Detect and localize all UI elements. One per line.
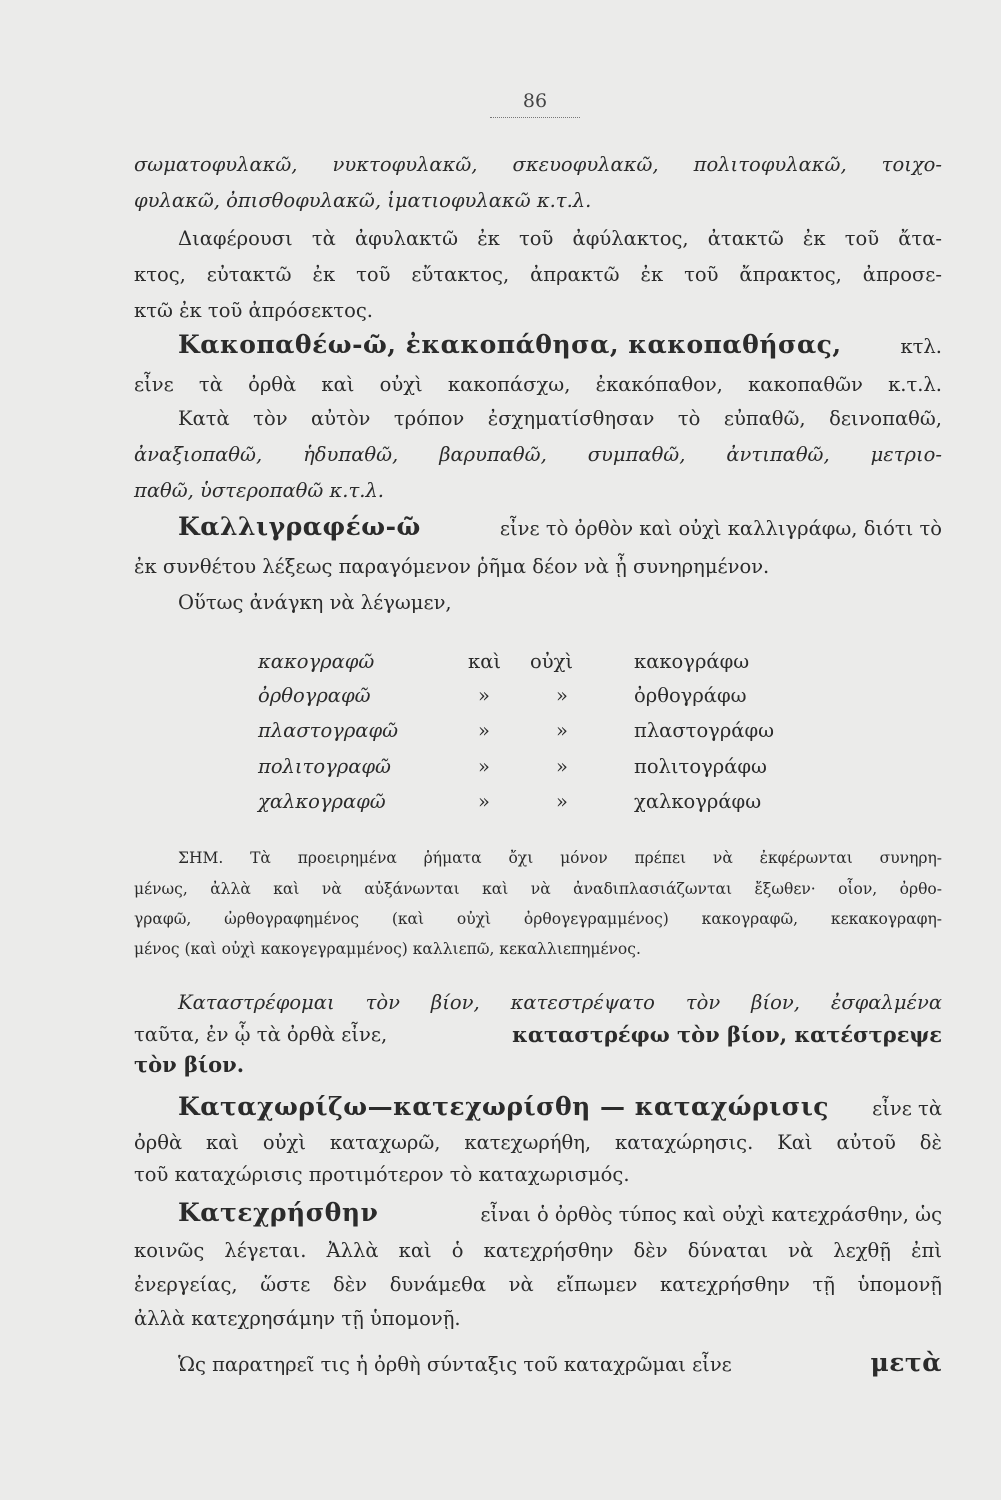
table-cell: ὀρθογράφω — [634, 684, 747, 707]
text-line: παθῶ, ὑστεροπαθῶ κ.τ.λ. — [134, 479, 384, 502]
entry-headword: Καταχωρίζω—κατεχωρίσθη — καταχώρισις — [178, 1092, 830, 1121]
text-line: Οὕτως ἀνάγκη νὰ λέγωμεν, — [178, 591, 452, 614]
text-fragment: Ὡς παρατηρεῖ τις ἡ ὀρθὴ σύνταξις τοῦ καταχρῶμαι εἶνε — [178, 1353, 732, 1376]
text-fragment: εἶναι ὁ ὀρθὸς τύπος καὶ οὐχὶ κατεχράσθην, ὡς — [480, 1203, 942, 1226]
note-line: γραφῶ, ὠρθογραφημένος (καὶ οὐχὶ ὀρθογεγραμμένος) κακογραφῶ, κεκακογραφη- — [134, 910, 942, 928]
table-cell: » — [556, 684, 568, 707]
text-line: ἐκ συνθέτου λέξεως παραγόμενον ῥῆμα δέον νὰ ᾖ συνηρημένον. — [134, 555, 770, 578]
text-line: ἀναξιοπαθῶ, ἡδυπαθῶ, βαρυπαθῶ, συμπαθῶ, ἀντιπαθῶ, μετριο- — [134, 443, 942, 466]
bold-phrase: μετὰ — [870, 1348, 942, 1377]
text-fragment: κτλ. — [900, 335, 942, 358]
note-line: μένος (καὶ οὐχὶ κακογεγραμμένος) καλλιεπῶ, κεκαλλιεπημένος. — [134, 940, 641, 958]
text-line: φυλακῶ, ὀπισθοφυλακῶ, ἱματιοφυλακῶ κ.τ.λ. — [134, 189, 592, 212]
entry-heading-line — [178, 1092, 942, 1124]
table-cell: ὀρθογραφῶ — [258, 684, 371, 707]
text-line: Καταστρέφομαι τὸν βίον, κατεστρέψατο τὸν βίον, ἐσφαλμένα — [178, 991, 942, 1014]
text-line: ὀρθὰ καὶ οὐχὶ καταχωρῶ, κατεχωρήθη, καταχώρησις. Καὶ αὐτοῦ δὲ — [134, 1131, 942, 1154]
entry-heading-line — [178, 330, 942, 362]
text-line: Κατὰ τὸν αὐτὸν τρόπον ἐσχηματίσθησαν τὸ εὐπαθῶ, δεινοπαθῶ, — [178, 407, 942, 430]
text-line: τοῦ καταχώρισις προτιμότερον τὸ καταχωρισμός. — [134, 1163, 630, 1186]
table-cell: πλαστογράφω — [634, 719, 775, 742]
table-cell: χαλκογραφῶ — [258, 790, 386, 813]
table-cell: οὐχὶ — [530, 650, 574, 673]
text-line: κτος, εὐτακτῶ ἐκ τοῦ εὔτακτος, ἀπρακτῶ ἐκ τοῦ ἄπρακτος, ἀπροσε- — [134, 263, 942, 286]
table-cell: πλαστογραφῶ — [258, 719, 399, 742]
page-number-rule — [490, 117, 580, 118]
note-line: ΣΗΜ. Τὰ προειρημένα ῥήματα ὄχι μόνον πρέπει νὰ ἐκφέρωνται συνηρη- — [178, 849, 942, 867]
text-line: κτῶ ἐκ τοῦ ἀπρόσεκτος. — [134, 299, 373, 322]
table-cell: » — [556, 790, 568, 813]
bold-phrase: καταστρέφω τὸν βίον, κατέστρεψε — [512, 1022, 942, 1047]
text-line: εἶνε τὰ ὀρθὰ καὶ οὐχὶ κακοπάσχω, ἐκακόπαθον, κακοπαθῶν κ.τ.λ. — [134, 373, 942, 396]
table-cell: καὶ — [468, 650, 502, 673]
text-fragment: εἶνε τὰ — [872, 1097, 942, 1120]
table-cell: πολιτογράφω — [634, 755, 767, 778]
table-cell: » — [556, 719, 568, 742]
table-cell: » — [478, 790, 490, 813]
text-line: σωματοφυλακῶ, νυκτοφυλακῶ, σκευοφυλακῶ, πολιτοφυλακῶ, τοιχο- — [134, 153, 942, 176]
text-line — [178, 1350, 942, 1380]
text-line: Διαφέρουσι τὰ ἀφυλακτῶ ἐκ τοῦ ἀφύλακτος, ἀτακτῶ ἐκ τοῦ ἄτα- — [178, 227, 942, 250]
text-line: ἐνεργείας, ὥστε δὲν δυνάμεθα νὰ εἴπωμεν κατεχρήσθην τῇ ὑπομονῇ — [134, 1273, 942, 1296]
text-line: ἀλλὰ κατεχρησάμην τῇ ὑπομονῇ. — [134, 1307, 461, 1330]
entry-headword: Καλλιγραφέω-ῶ — [178, 512, 421, 541]
entry-heading-line — [178, 512, 942, 544]
entry-headword: Κατεχρήσθην — [178, 1198, 379, 1227]
table-cell: » — [478, 755, 490, 778]
page-number: 86 — [522, 90, 548, 112]
table-cell: κακογράφω — [634, 650, 750, 673]
table-cell: πολιτογραφῶ — [258, 755, 391, 778]
text-fragment: ταῦτα, ἐν ᾧ τὰ ὀρθὰ εἶνε, — [134, 1023, 388, 1046]
text-fragment: εἶνε τὸ ὀρθὸν καὶ οὐχὶ καλλιγράφω, διότι τὸ — [499, 517, 942, 540]
table-cell: » — [478, 719, 490, 742]
table-cell: » — [478, 684, 490, 707]
entry-headword: Κακοπαθέω-ῶ, ἐκακοπάθησα, κακοπαθήσας, — [178, 330, 842, 359]
table-cell: κακογραφῶ — [258, 650, 375, 673]
note-line: μένως, ἀλλὰ καὶ νὰ αὐξάνωνται καὶ νὰ ἀναδιπλασιάζωνται ἔξωθεν· οἷον, ὀρθο- — [134, 880, 942, 898]
bold-phrase: τὸν βίον. — [134, 1052, 245, 1077]
entry-heading-line — [178, 1198, 942, 1230]
table-cell: χαλκογράφω — [634, 790, 762, 813]
text-line: κοινῶς λέγεται. Ἀλλὰ καὶ ὁ κατεχρήσθην δὲν δύναται νὰ λεχθῇ ἐπὶ — [134, 1239, 942, 1262]
table-cell: » — [556, 755, 568, 778]
text-line — [134, 1020, 942, 1050]
